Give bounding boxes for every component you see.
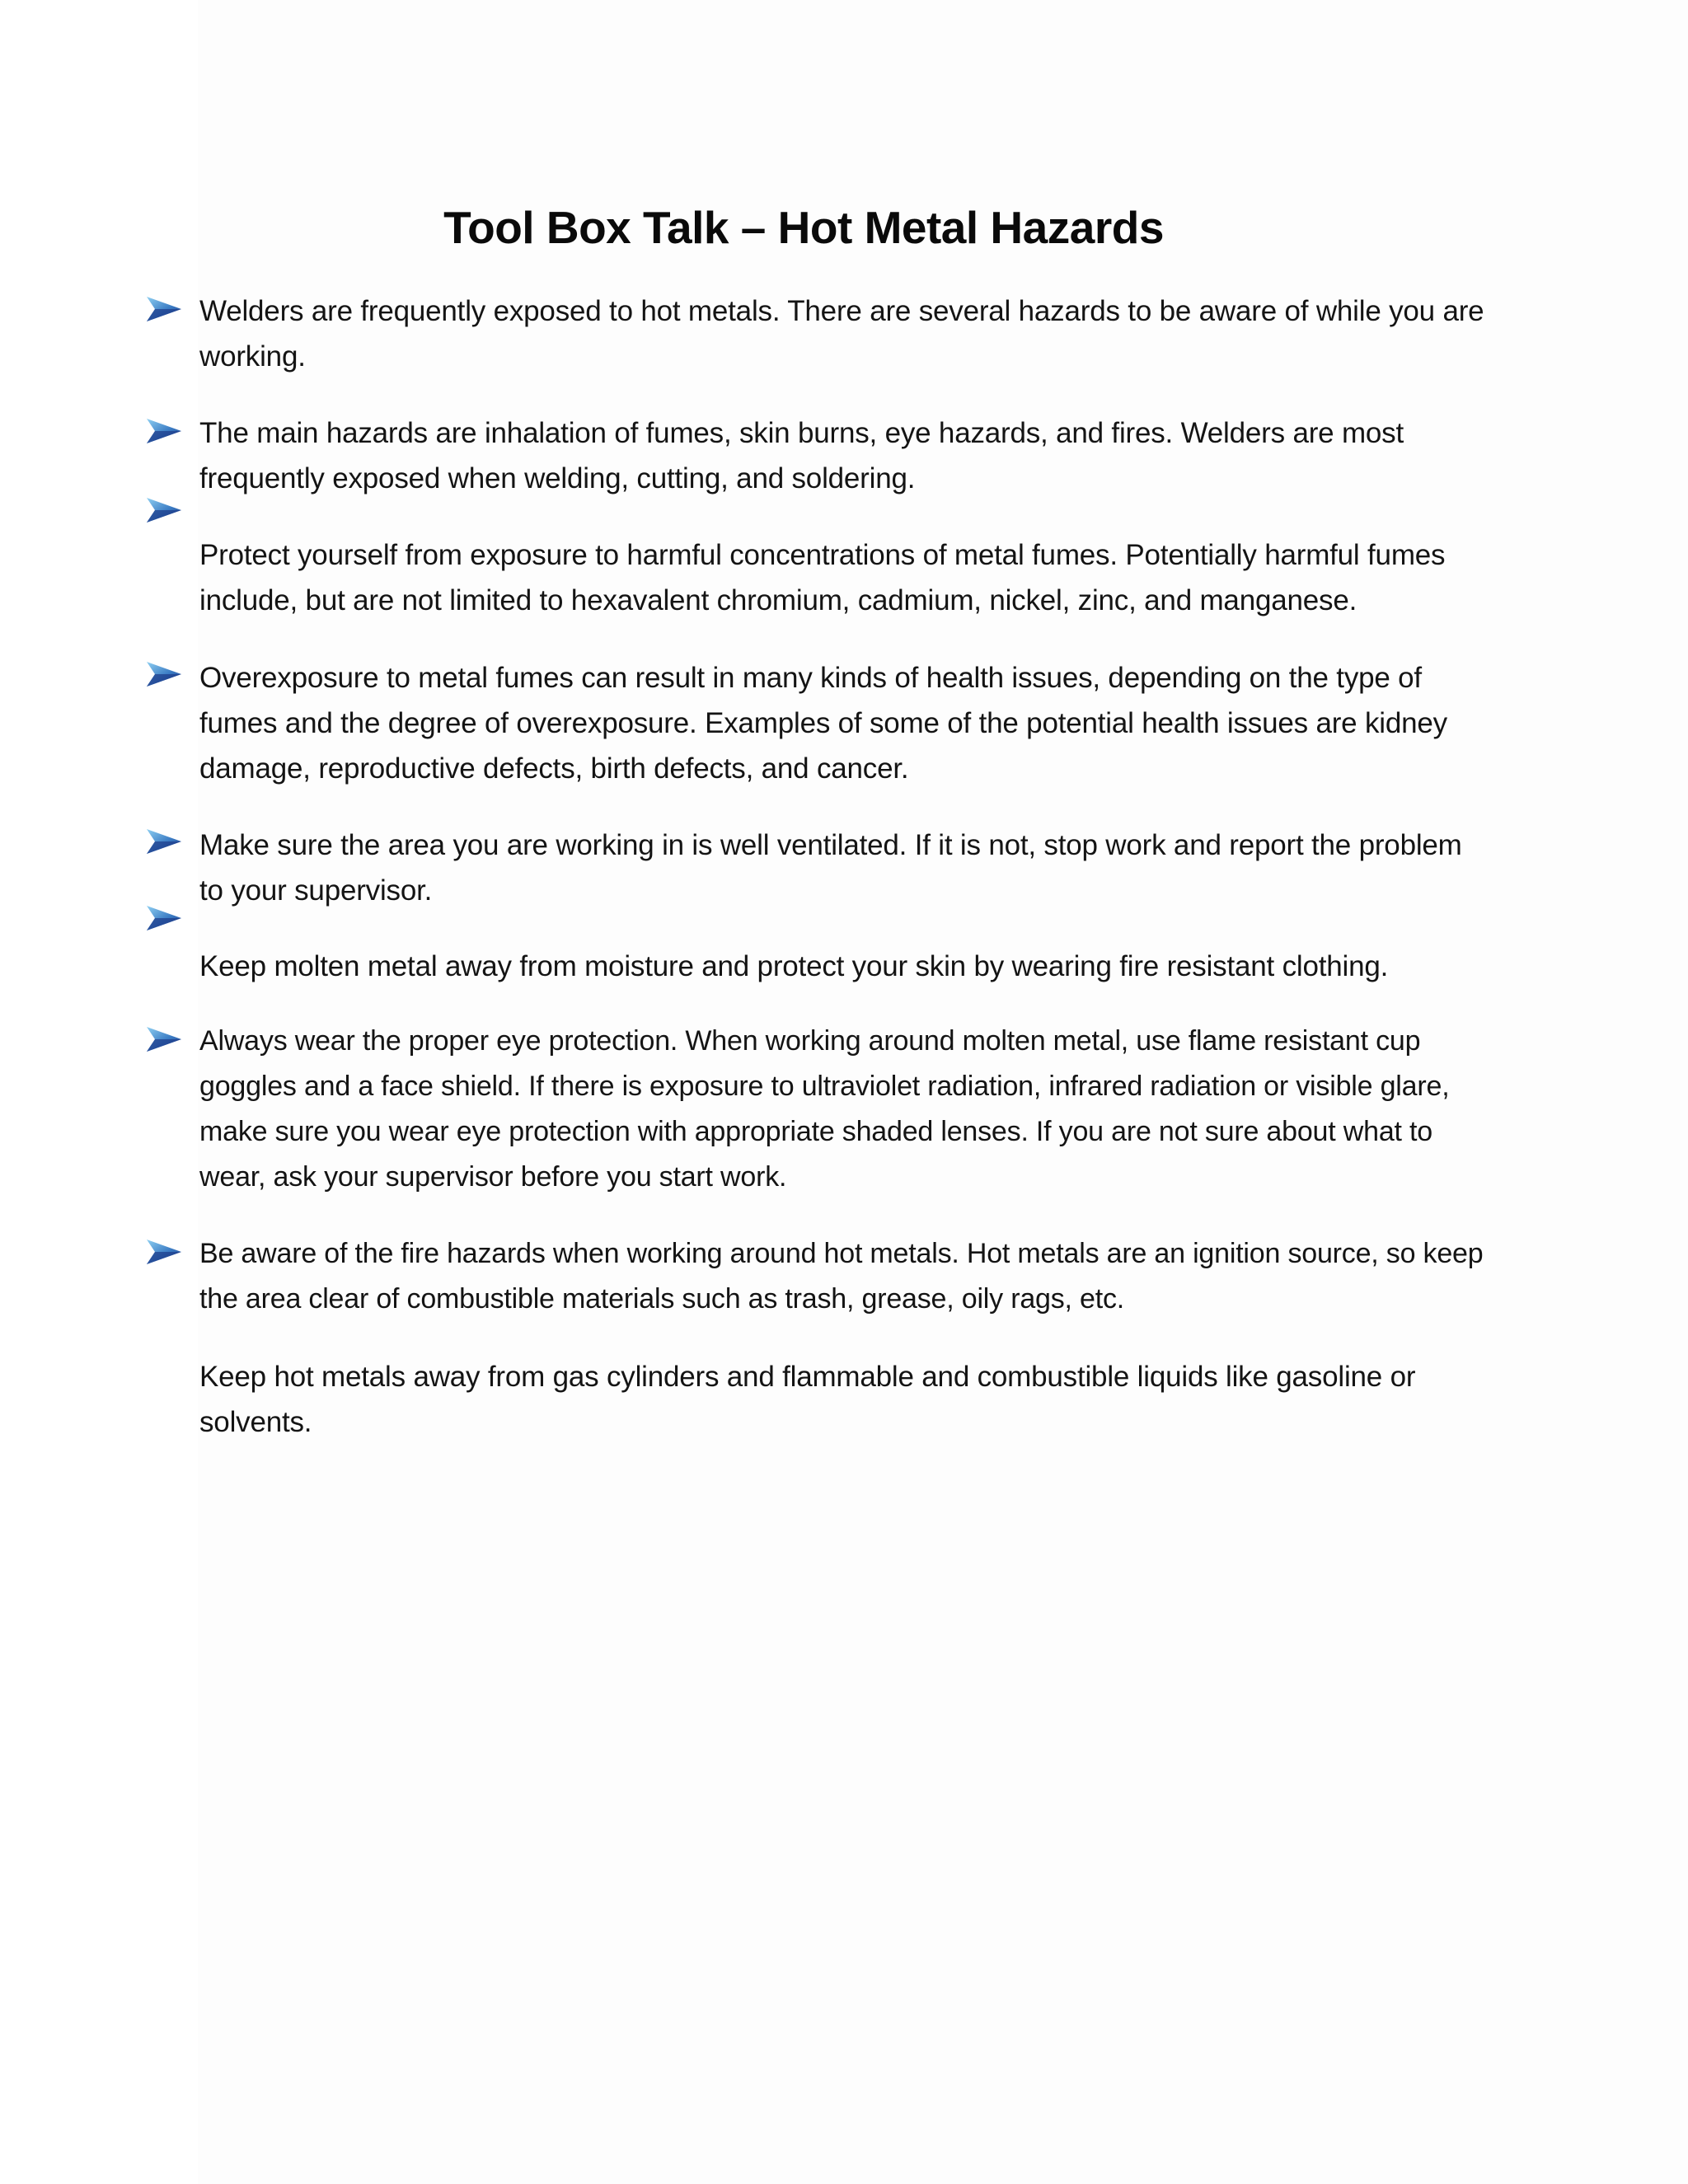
arrow-bullet-icon [145,904,183,932]
arrow-bullet-icon [145,295,183,323]
paragraph-molten-metal-moisture: Keep molten metal away from moisture and protect your skin by wearing fire resistant clothing. [199,950,1389,982]
paragraph-ventilation: Make sure the area you are working in is well ventilated. If it is not, stop work and report the problem to your supervisor. [199,829,1462,907]
paragraph-health-issues: Overexposure to metal fumes can result in many kinds of health issues, depending on the type of fumes and the degree of overexposure. Examples of some of the potential health issues are kidney damage, reproductive defects, birth defects, and cancer. [199,662,1447,785]
paragraph-hot-metal-exposure: Welders are frequently exposed to hot metals. There are several hazards to be aware of while you are working. [199,295,1484,373]
arrow-bullet-icon [145,660,183,688]
arrow-bullet-icon [145,827,183,855]
arrow-bullet-icon [145,1025,183,1053]
paragraph-metal-fumes: Protect yourself from exposure to harmful concentrations of metal fumes. Potentially harmful fumes include, but are not limited to hexavalent chromium, cadmium, nickel, zinc, and manganese. [199,539,1446,616]
paragraph-gas-cylinders: Keep hot metals away from gas cylinders and flammable and combustible liquids like gasoline or solvents. [199,1361,1416,1438]
document-title: Tool Box Talk – Hot Metal Hazards [443,202,1164,253]
paragraph-eye-protection: Always wear the proper eye protection. When working around molten metal, use flame resistant cup goggles and a face shield. If there is exposure to ultraviolet radiation, infrared radiation or visible glare, make sure you wear eye protection with appropriate shaded lenses. If you are not sure about what to wear, ask your supervisor before you start work. [199,1025,1450,1193]
arrow-bullet-icon [145,1238,183,1266]
arrow-bullet-icon [145,417,183,445]
paragraph-main-hazards: The main hazards are inhalation of fumes, skin burns, eye hazards, and fires. Welders are most frequently exposed when welding, cutting, and soldering. [199,417,1404,494]
arrow-bullet-icon [145,496,183,524]
paragraph-fire-hazards: Be aware of the fire hazards when working around hot metals. Hot metals are an ignition source, so keep the area clear of combustible materials such as trash, grease, oily rags, etc. [199,1238,1484,1315]
